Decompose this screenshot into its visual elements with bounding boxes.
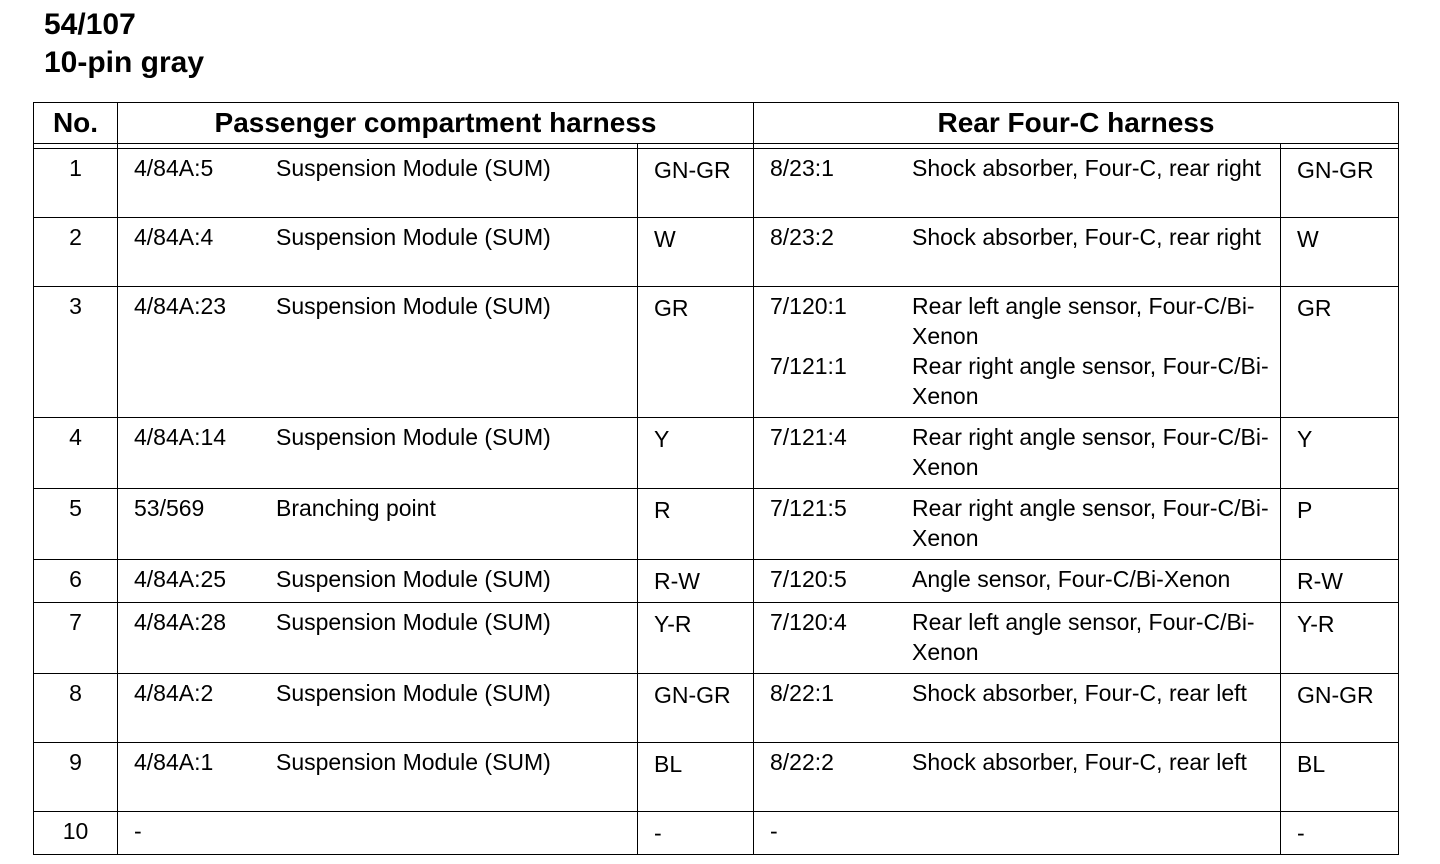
rear-wire-color: W xyxy=(1281,218,1399,287)
rear-entry xyxy=(770,222,1272,252)
passenger-description: Suspension Module (SUM) xyxy=(276,224,551,250)
rear-ref: 7/121:4 xyxy=(770,424,847,450)
rear-description: Rear right angle sensor, Four-C/Bi-Xenon xyxy=(912,353,1269,409)
passenger-harness-cell xyxy=(118,287,638,418)
table-row xyxy=(34,560,1399,603)
pin-number: 2 xyxy=(34,218,118,287)
rear-ref: 7/120:4 xyxy=(770,609,847,635)
passenger-harness-cell xyxy=(118,149,638,218)
rear-wire-color: P xyxy=(1281,489,1399,560)
passenger-description: Suspension Module (SUM) xyxy=(276,609,551,635)
passenger-wire-color: - xyxy=(638,812,754,855)
table-row xyxy=(34,603,1399,674)
rear-wire-color: GR xyxy=(1281,287,1399,418)
table-row xyxy=(34,418,1399,489)
pin-number: 4 xyxy=(34,418,118,489)
page-title xyxy=(44,6,204,82)
rear-entry xyxy=(770,291,1272,351)
passenger-ref: 53/569 xyxy=(134,495,205,521)
passenger-wire-color: GN-GR xyxy=(638,149,754,218)
passenger-description: Suspension Module (SUM) xyxy=(276,293,551,319)
rear-entry xyxy=(770,351,1272,411)
rear-harness-cell xyxy=(754,149,1281,218)
passenger-ref: 4/84A:1 xyxy=(134,749,214,775)
passenger-harness-cell xyxy=(118,418,638,489)
passenger-harness-cell xyxy=(118,560,638,603)
rear-ref: 7/121:5 xyxy=(770,495,847,521)
rear-description: Rear left angle sensor, Four-C/Bi-Xenon xyxy=(912,609,1255,665)
table-row xyxy=(34,674,1399,743)
rear-entry xyxy=(770,153,1272,183)
rear-ref: - xyxy=(770,818,778,844)
rear-entry xyxy=(770,422,1272,482)
header-no: No. xyxy=(34,103,118,144)
rear-harness-cell xyxy=(754,603,1281,674)
pin-table xyxy=(33,102,1399,855)
rear-harness-cell xyxy=(754,674,1281,743)
passenger-ref: 4/84A:2 xyxy=(134,680,214,706)
passenger-wire-color: GN-GR xyxy=(638,674,754,743)
passenger-ref: 4/84A:14 xyxy=(134,424,227,450)
pin-number: 1 xyxy=(34,149,118,218)
table-row xyxy=(34,743,1399,812)
rear-description: Angle sensor, Four-C/Bi-Xenon xyxy=(912,566,1231,592)
rear-description: Rear right angle sensor, Four-C/Bi-Xenon xyxy=(912,424,1269,480)
passenger-harness-cell xyxy=(118,603,638,674)
rear-wire-color: Y xyxy=(1281,418,1399,489)
rear-ref: 8/22:1 xyxy=(770,680,834,706)
passenger-ref: 4/84A:5 xyxy=(134,155,214,181)
passenger-description: Suspension Module (SUM) xyxy=(276,424,551,450)
rear-entry xyxy=(770,816,1272,846)
header-rear-harness: Rear Four-C harness xyxy=(754,103,1399,144)
rear-wire-color: GN-GR xyxy=(1281,149,1399,218)
rear-wire-color: Y-R xyxy=(1281,603,1399,674)
passenger-wire-color: R xyxy=(638,489,754,560)
rear-harness-cell xyxy=(754,287,1281,418)
rear-harness-cell xyxy=(754,418,1281,489)
rear-wire-color: - xyxy=(1281,812,1399,855)
rear-description: Rear right angle sensor, Four-C/Bi-Xenon xyxy=(912,495,1269,551)
rear-description: Shock absorber, Four-C, rear left xyxy=(912,749,1247,775)
passenger-wire-color: R-W xyxy=(638,560,754,603)
passenger-ref: 4/84A:28 xyxy=(134,609,227,635)
pin-number: 5 xyxy=(34,489,118,560)
connector-description: 10-pin gray xyxy=(44,46,205,79)
rear-harness-cell xyxy=(754,560,1281,603)
rear-wire-color: BL xyxy=(1281,743,1399,812)
rear-entry xyxy=(770,607,1272,667)
rear-ref: 7/120:5 xyxy=(770,566,847,592)
pin-number: 10 xyxy=(34,812,118,855)
passenger-description: Suspension Module (SUM) xyxy=(276,680,551,706)
pin-number: 9 xyxy=(34,743,118,812)
rear-entry xyxy=(770,493,1272,553)
passenger-wire-color: W xyxy=(638,218,754,287)
table-row xyxy=(34,812,1399,855)
passenger-harness-cell xyxy=(118,743,638,812)
passenger-wire-color: GR xyxy=(638,287,754,418)
passenger-wire-color: Y-R xyxy=(638,603,754,674)
rear-ref: 7/120:1 xyxy=(770,293,847,319)
pin-number: 3 xyxy=(34,287,118,418)
passenger-ref: - xyxy=(134,818,142,844)
rear-wire-color: R-W xyxy=(1281,560,1399,603)
rear-harness-cell xyxy=(754,812,1281,855)
table-body xyxy=(34,149,1399,855)
rear-description: Shock absorber, Four-C, rear right xyxy=(912,224,1261,250)
passenger-ref: 4/84A:23 xyxy=(134,293,227,319)
pin-number: 7 xyxy=(34,603,118,674)
table-row xyxy=(34,149,1399,218)
passenger-harness-cell xyxy=(118,489,638,560)
passenger-description: Suspension Module (SUM) xyxy=(276,749,551,775)
passenger-harness-cell xyxy=(118,674,638,743)
table-row xyxy=(34,218,1399,287)
table-row xyxy=(34,489,1399,560)
rear-ref: 7/121:1 xyxy=(770,353,847,379)
rear-ref: 8/23:1 xyxy=(770,155,834,181)
rear-harness-cell xyxy=(754,489,1281,560)
passenger-description: Suspension Module (SUM) xyxy=(276,155,551,181)
passenger-wire-color: Y xyxy=(638,418,754,489)
passenger-wire-color: BL xyxy=(638,743,754,812)
rear-harness-cell xyxy=(754,743,1281,812)
rear-entry xyxy=(770,564,1272,594)
table-header-row xyxy=(34,103,1399,144)
rear-description: Rear left angle sensor, Four-C/Bi-Xenon xyxy=(912,293,1255,349)
pin-number: 6 xyxy=(34,560,118,603)
rear-ref: 8/23:2 xyxy=(770,224,834,250)
passenger-ref: 4/84A:25 xyxy=(134,566,227,592)
rear-entry xyxy=(770,678,1272,708)
header-passenger-harness: Passenger compartment harness xyxy=(118,103,754,144)
passenger-description: Branching point xyxy=(276,495,436,521)
pin-number: 8 xyxy=(34,674,118,743)
rear-ref: 8/22:2 xyxy=(770,749,834,775)
table-row xyxy=(34,287,1399,418)
rear-entry xyxy=(770,747,1272,777)
rear-wire-color: GN-GR xyxy=(1281,674,1399,743)
rear-description: Shock absorber, Four-C, rear left xyxy=(912,680,1247,706)
passenger-harness-cell xyxy=(118,812,638,855)
connector-id: 54/107 xyxy=(44,8,136,41)
passenger-description: Suspension Module (SUM) xyxy=(276,566,551,592)
passenger-harness-cell xyxy=(118,218,638,287)
passenger-ref: 4/84A:4 xyxy=(134,224,214,250)
rear-harness-cell xyxy=(754,218,1281,287)
rear-description: Shock absorber, Four-C, rear right xyxy=(912,155,1261,181)
